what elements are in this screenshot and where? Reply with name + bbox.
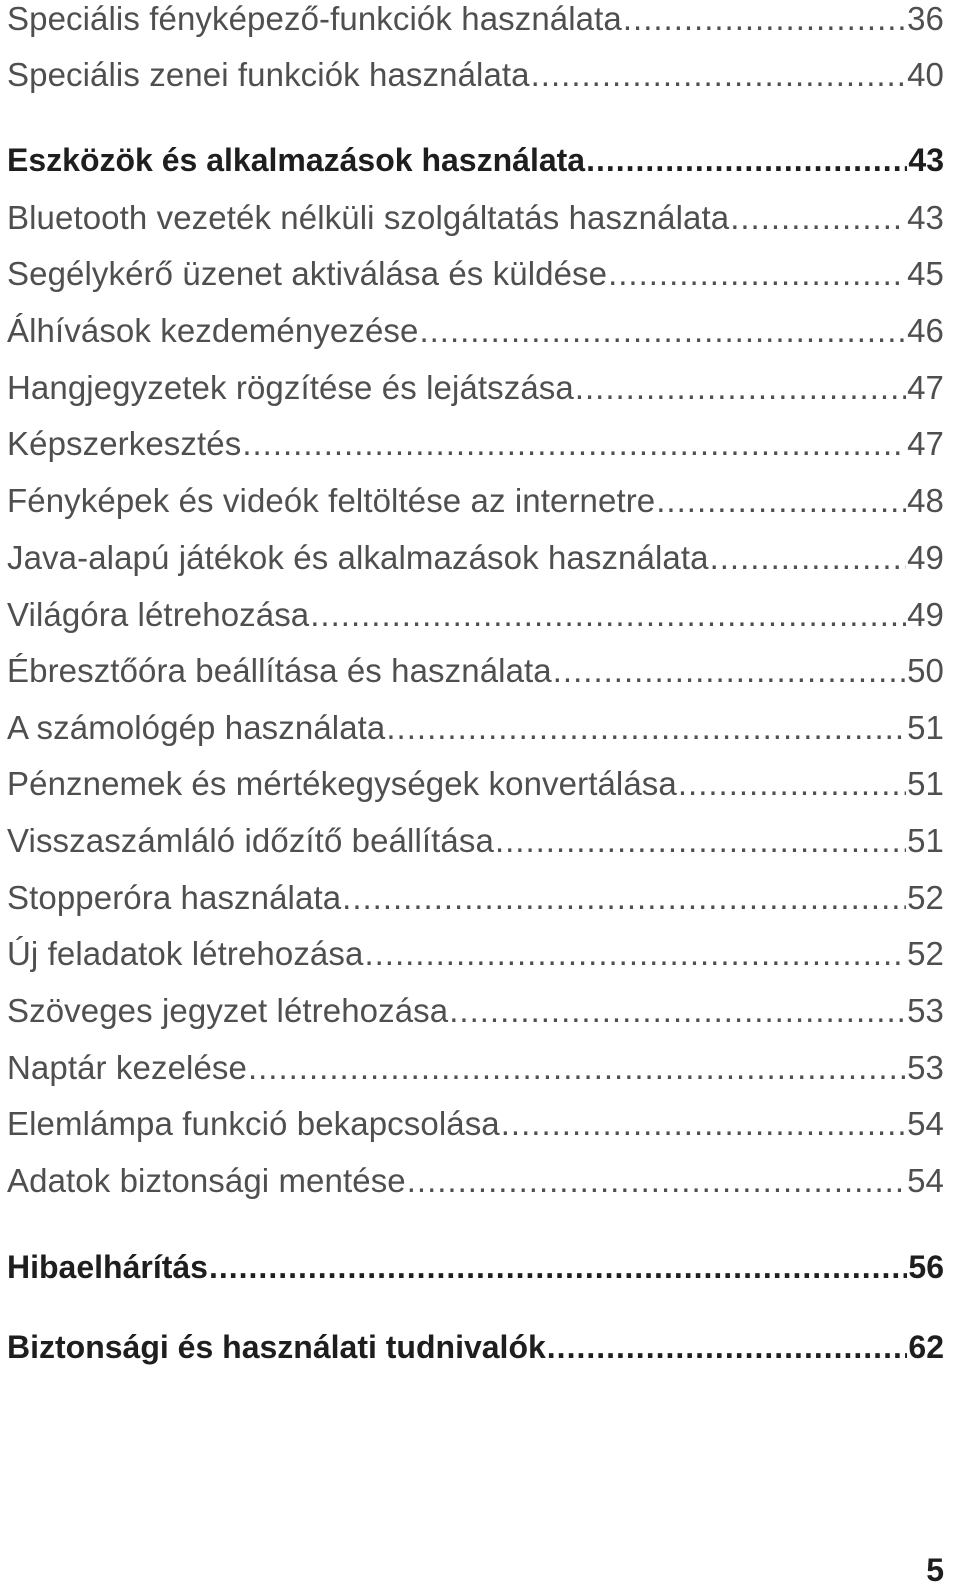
toc-entry-title: Java-alapú játékok és alkalmazások használata	[7, 539, 709, 576]
toc-section-entry[interactable]	[7, 1329, 944, 1373]
toc-entry-page: 49	[907, 596, 944, 633]
toc-leader-dots	[364, 935, 906, 973]
toc-leader-dots	[710, 539, 907, 577]
toc-entry-title: Stopperóra használata	[7, 879, 342, 916]
toc-entry-title: Világóra létrehozása	[7, 596, 310, 633]
toc-entry[interactable]	[7, 822, 944, 866]
toc-entry-title: Naptár kezelése	[7, 1049, 247, 1086]
toc-entry[interactable]	[7, 879, 944, 923]
toc-entry-page: 56	[908, 1249, 944, 1285]
toc-leader-dots	[608, 255, 906, 293]
toc-entry-page: 51	[907, 765, 944, 802]
toc-entry-page: 51	[907, 822, 944, 859]
toc-leader-dots	[575, 369, 906, 407]
toc-entry-page: 47	[907, 369, 944, 406]
toc-entry-page: 53	[907, 992, 944, 1029]
page-number: 5	[926, 1552, 944, 1588]
toc-entry-title: Bluetooth vezeték nélküli szolgáltatás használata	[7, 199, 730, 236]
toc-leader-dots	[678, 765, 906, 803]
toc-entry-title: Elemlámpa funkció bekapcsolása	[7, 1105, 500, 1142]
toc-entry[interactable]	[7, 56, 944, 100]
toc-entry-title: Speciális fényképező-funkciók használata	[7, 0, 622, 37]
toc-entry[interactable]	[7, 1162, 944, 1206]
toc-leader-dots	[531, 56, 906, 94]
toc-leader-dots	[656, 482, 906, 520]
toc-entry-page: 52	[907, 935, 944, 972]
toc-entry[interactable]	[7, 652, 944, 696]
toc-entry-page: 36	[907, 0, 944, 37]
toc-entry-title: Szöveges jegyzet létrehozása	[7, 992, 449, 1029]
toc-leader-dots	[310, 596, 906, 634]
toc-leader-dots	[547, 1329, 908, 1366]
toc-entry[interactable]	[7, 312, 944, 356]
toc-entry[interactable]	[7, 1105, 944, 1149]
toc-entry-page: 48	[907, 482, 944, 519]
toc-leader-dots	[586, 142, 907, 179]
toc-entry-title: Hangjegyzetek rögzítése és lejátszása	[7, 369, 574, 406]
toc-entry[interactable]	[7, 596, 944, 640]
toc-leader-dots	[342, 879, 906, 917]
toc-leader-dots	[419, 312, 906, 350]
toc-leader-dots	[449, 992, 906, 1030]
toc-entry-title: Speciális zenei funkciók használata	[7, 56, 530, 93]
toc-leader-dots	[386, 709, 906, 747]
toc-entry[interactable]	[7, 425, 944, 469]
toc-entry-page: 62	[908, 1329, 944, 1365]
toc-entry[interactable]	[7, 539, 944, 583]
toc-entry-title: Visszaszámláló időzítő beállítása	[7, 822, 494, 859]
toc-entry-title: Képszerkesztés	[7, 425, 242, 462]
toc-entry-page: 45	[907, 255, 944, 292]
toc-entry[interactable]	[7, 199, 944, 243]
toc-entry-page: 46	[907, 312, 944, 349]
toc-entry-page: 50	[907, 652, 944, 689]
toc-entry[interactable]	[7, 709, 944, 753]
toc-leader-dots	[248, 1049, 906, 1087]
toc-entry-page: 51	[907, 709, 944, 746]
toc-entry-page: 52	[907, 879, 944, 916]
toc-entry-page: 43	[908, 142, 944, 178]
toc-entry-page: 49	[907, 539, 944, 576]
toc-entry[interactable]	[7, 255, 944, 299]
toc-section-entry[interactable]	[7, 142, 944, 186]
toc-entry-title: A számológép használata	[7, 709, 386, 746]
toc-entry-title: Pénznemek és mértékegységek konvertálása	[7, 765, 677, 802]
toc-entry-page: 43	[907, 199, 944, 236]
toc-leader-dots	[209, 1249, 907, 1286]
toc-section-entry[interactable]	[7, 1249, 944, 1293]
toc-entry[interactable]	[7, 369, 944, 413]
toc-entry-title: Adatok biztonsági mentése	[7, 1162, 406, 1199]
toc-entry-title: Hibaelhárítás	[7, 1249, 208, 1285]
toc-entry-page: 53	[907, 1049, 944, 1086]
toc-entry[interactable]	[7, 992, 944, 1036]
toc-leader-dots	[495, 822, 906, 860]
toc-leader-dots	[242, 425, 906, 463]
toc-leader-dots	[623, 0, 906, 38]
toc-leader-dots	[730, 199, 906, 237]
toc-leader-dots	[501, 1105, 906, 1143]
toc-entry-title: Fényképek és videók feltöltése az internetre	[7, 482, 656, 519]
toc-entry-title: Új feladatok létrehozása	[7, 935, 364, 972]
toc-entry-page: 40	[907, 56, 944, 93]
toc-leader-dots	[553, 652, 906, 690]
toc-entry[interactable]	[7, 1049, 944, 1093]
toc-entry[interactable]	[7, 935, 944, 979]
toc-entry[interactable]	[7, 0, 944, 44]
toc-entry-page: 54	[907, 1105, 944, 1142]
toc-entry-title: Ébresztőóra beállítása és használata	[7, 652, 552, 689]
toc-entry-page: 47	[907, 425, 944, 462]
toc-entry-page: 54	[907, 1162, 944, 1199]
toc-entry-title: Segélykérő üzenet aktiválása és küldése	[7, 255, 608, 292]
toc-leader-dots	[407, 1162, 906, 1200]
toc-entry[interactable]	[7, 765, 944, 809]
toc-entry-title: Biztonsági és használati tudnivalók	[7, 1329, 546, 1365]
toc-entry-title: Eszközök és alkalmazások használata	[7, 142, 586, 178]
toc-entry[interactable]	[7, 482, 944, 526]
toc-entry-title: Álhívások kezdeményezése	[7, 312, 419, 349]
